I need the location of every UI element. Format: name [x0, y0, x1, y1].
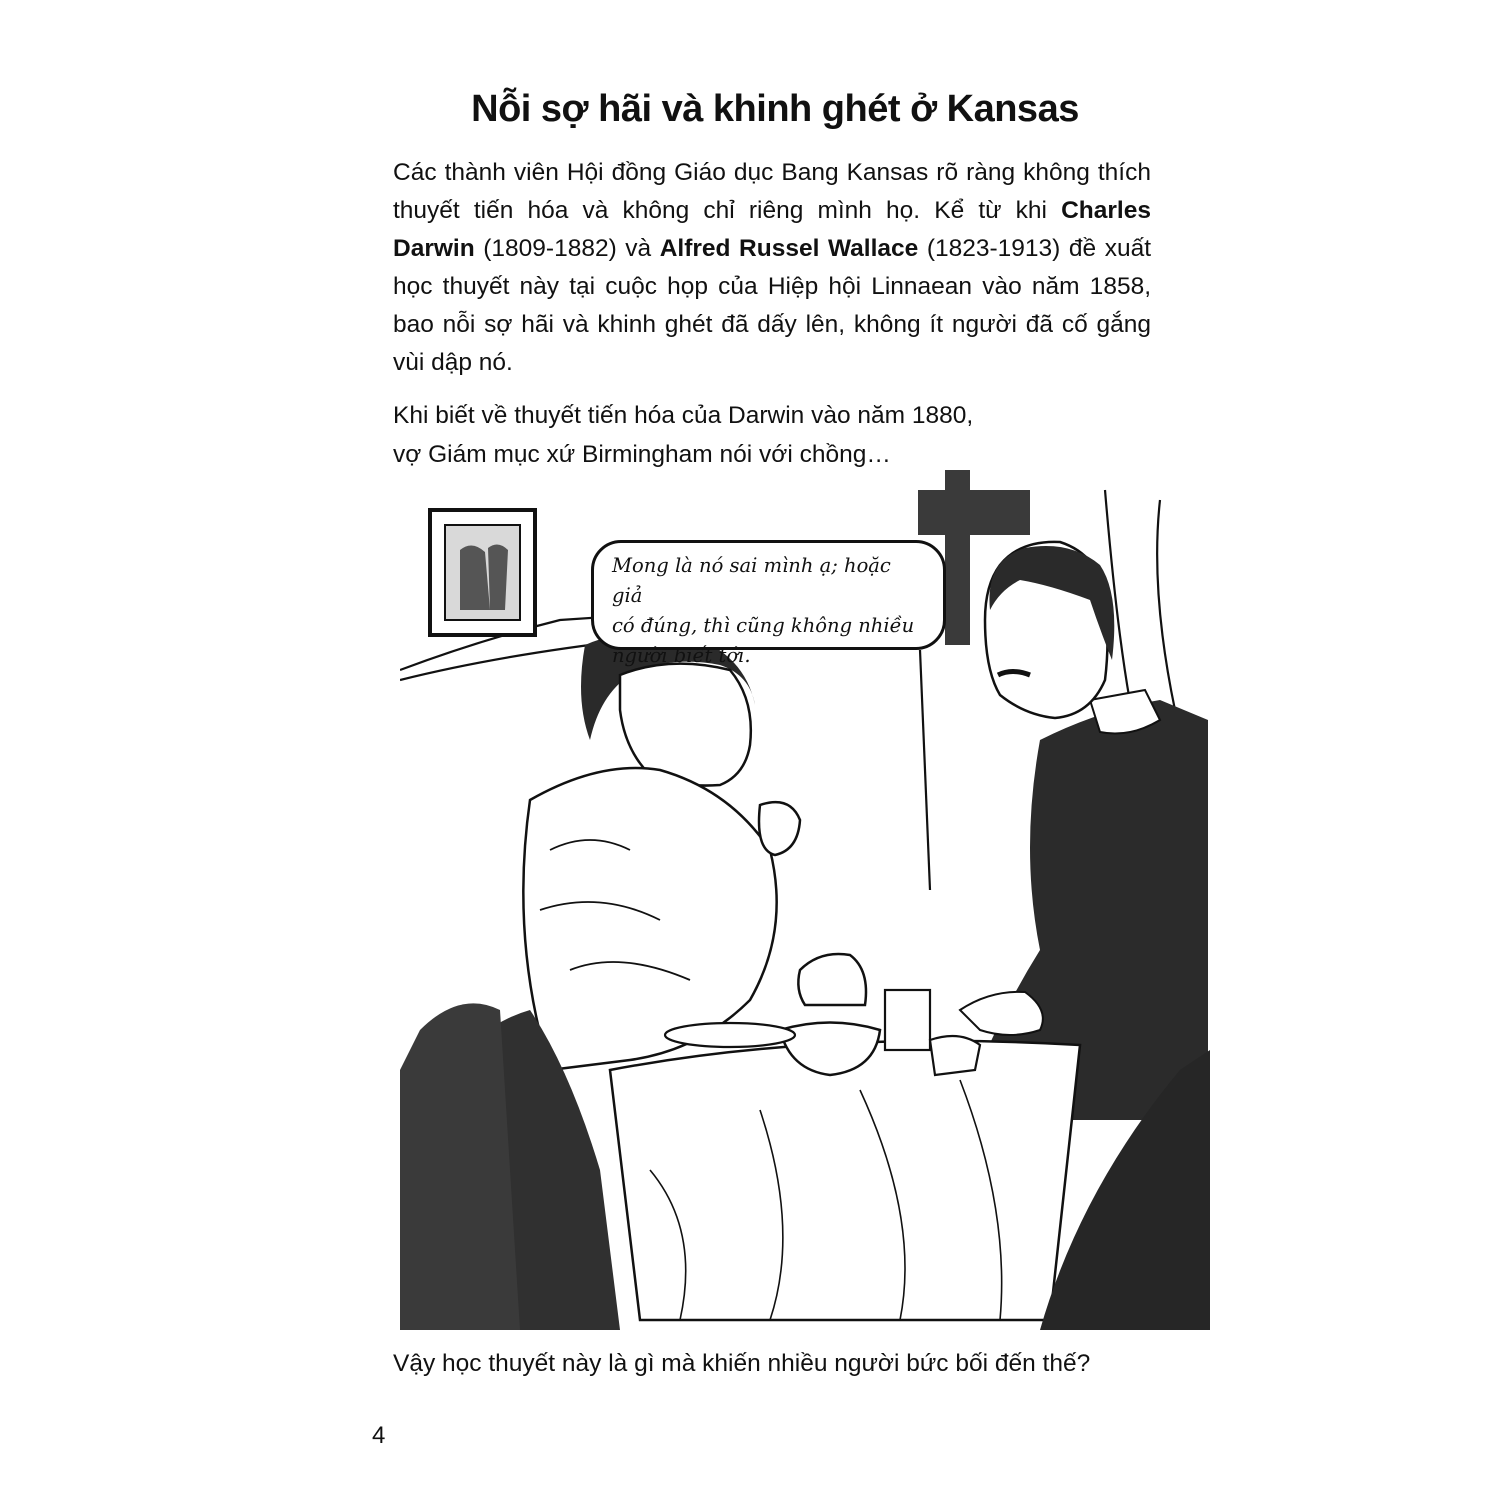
speech-line-2: có đúng, thì cũng không nhiều — [612, 614, 915, 637]
speech-line-3: người biết tới. — [612, 644, 751, 667]
shadow-area — [400, 1003, 520, 1330]
paragraph-text-2: (1809-1882) và — [474, 235, 660, 262]
man-figure — [960, 542, 1208, 1120]
body-paragraph — [393, 154, 1151, 382]
page-number: 4 — [372, 1422, 386, 1449]
name-charles-darwin: Charles Darwin — [393, 197, 1151, 262]
name-alfred-russel-wallace: Alfred Russel Wallace — [659, 235, 919, 262]
speech-line-1: Mong là nó sai mình ạ; hoặc giả — [612, 554, 891, 607]
speech-bubble — [591, 540, 946, 667]
intro-line-1: Khi biết về thuyết tiến hóa của Darwin vào năm 1880, — [393, 402, 974, 429]
paragraph-text-3: (1823-1913) đề xuất học thuyết này tại cuộc họp của Hiệp hội Linnaean vào năm 1858, bao nỗi sợ hãi và khinh ghét đã dấy lên, không ít người đã cố gắng vùi dập nó. — [393, 235, 1152, 376]
page-title: Nỗi sợ hãi và khinh ghét ở Kansas — [471, 88, 1079, 130]
framed-picture — [430, 510, 535, 635]
intro-line-2: vợ Giám mục xứ Birmingham nói với chồng… — [393, 441, 891, 468]
paragraph-text-1: Các thành viên Hội đồng Giáo dục Bang Kansas rõ ràng không thích thuyết tiến hóa và không chỉ riêng mình họ. Kể từ khi — [393, 159, 1151, 224]
closing-question: Vậy học thuyết này là gì mà khiến nhiều người bức bối đến thế? — [393, 1350, 1091, 1377]
